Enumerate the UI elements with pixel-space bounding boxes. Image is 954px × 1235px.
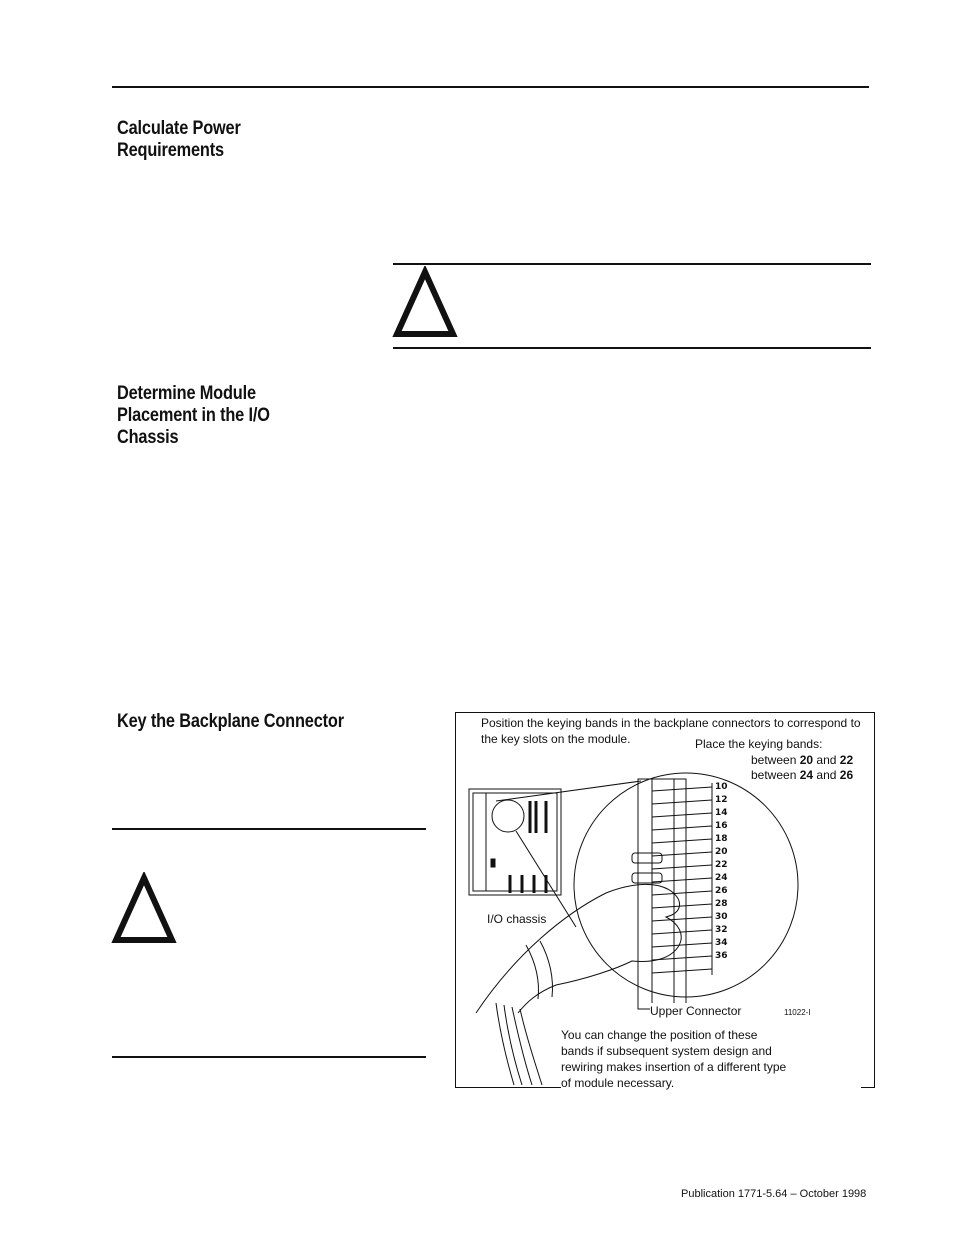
pin-number: 14: [715, 808, 728, 818]
heading-calculate-power: Calculate Power Requirements: [117, 118, 241, 161]
pin-number: 12: [715, 795, 728, 805]
between-24-26: between 24 and 26: [751, 768, 854, 782]
upper-connector-label: Upper Connector: [650, 1004, 742, 1018]
pin-number: 24: [715, 873, 728, 883]
pin-number: 34: [715, 938, 728, 948]
pin-number: 32: [715, 925, 728, 935]
between-20-22: between 20 and 22: [751, 753, 854, 767]
pin-number: 26: [715, 886, 728, 896]
pin-number: 20: [715, 847, 728, 857]
warning-triangle-icon: [391, 266, 459, 338]
pin-number: 36: [715, 951, 728, 961]
heading-key-backplane: Key the Backplane Connector: [117, 711, 344, 732]
heading-module-placement: Determine Module Placement in the I/O Chassis: [117, 383, 270, 448]
pin-number: 22: [715, 860, 728, 870]
pin-number: 28: [715, 899, 728, 909]
io-chassis-label: I/O chassis: [487, 912, 547, 926]
attention-rule-bottom-1: [393, 347, 871, 349]
attention-rule-top-1: [393, 263, 871, 265]
pin-number: 30: [715, 912, 728, 922]
keying-figure: [455, 712, 875, 1088]
top-rule: [112, 86, 869, 88]
publication-footer: Publication 1771-5.64 – October 1998: [681, 1188, 867, 1200]
pin-number: 18: [715, 834, 728, 844]
attention-rule-top-2: [112, 828, 426, 830]
place-bands-label: Place the keying bands:: [695, 737, 823, 751]
figure-note: You can change the position of these bands if subsequent system design and rewiring makes insertion of a different type of module necessary.: [561, 1027, 861, 1091]
pin-number: 16: [715, 821, 728, 831]
pin-number: 10: [715, 782, 728, 792]
figure-intro-text: Position the keying bands in the backplane connectors to correspond to the key slots on the module.: [481, 716, 861, 746]
warning-triangle-icon: [110, 872, 178, 944]
figure-id: 11022-I: [784, 1008, 811, 1017]
attention-rule-bottom-2: [112, 1056, 426, 1058]
pin-number-column: [715, 781, 728, 963]
